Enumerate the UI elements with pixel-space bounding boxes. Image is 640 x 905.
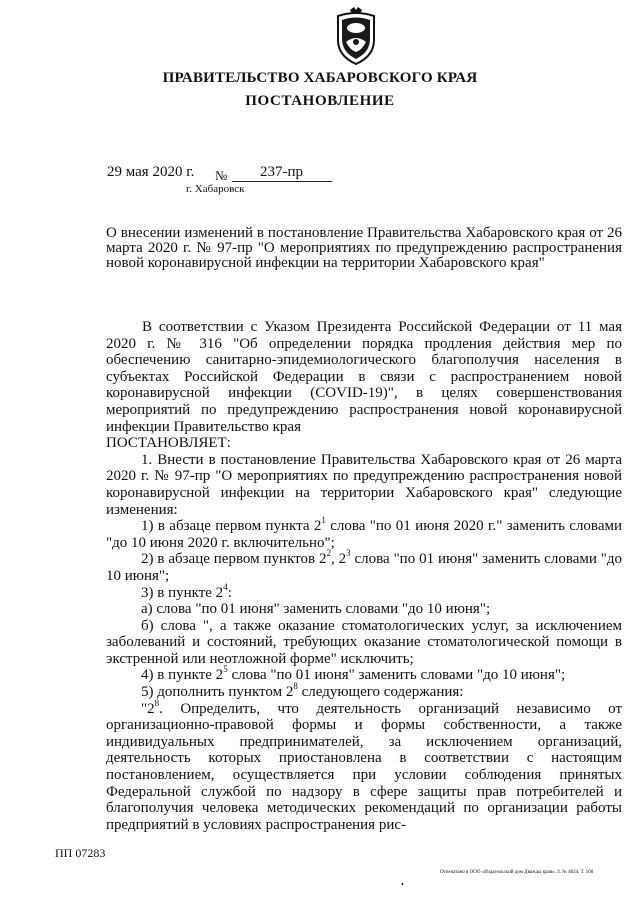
item-3b: б) слова ", а также оказание стоматологических услуг, за исключением заболеваний и состояний, требующих оказание стоматологической помощи в экстренной или неотложной форме" исключить; xyxy=(106,617,622,667)
number-underline xyxy=(232,181,332,182)
preamble-paragraph: В соответствии с Указом Президента Российской Федерации от 11 мая 2020 г. № 316 "Об определении порядка продления действия мер по обеспечению санитарно-эпидемиологического благополучия населения в субъектах Российской Федерации в связи с распространением новой коронавирусной инфекции (COVID-19)", в целях совершенствования мероприятий по предупреждению распространения новой коронавирусной инфекции Правительство края xyxy=(106,319,622,435)
number-label: № xyxy=(215,168,228,183)
document-type: ПОСТАНОВЛЕНИЕ xyxy=(245,93,395,109)
item-3: 3) в пункте $2^4$: xyxy=(141,581,232,601)
document-city: г. Хабаровск xyxy=(186,183,245,195)
document-date: 29 мая 2020 г. xyxy=(107,164,195,180)
document-number: 237-пр xyxy=(260,164,304,180)
page-mark: • xyxy=(401,880,404,889)
item-3a: а) слова "по 01 июня" заменить словами "до 10 июня"; xyxy=(141,601,491,618)
quoted-clause: "$2^8$. Определить, что деятельность организаций независимо от организационно-правовой формы и формы собственности, а также индивидуальных предпринимателей, за исключением организаций, деятельность которых приостановлена в соответствии с настоящим постановлением, осуществляется при условии соблюдения принятых Федеральной службой по надзору в сфере защиты прав потребителей и благополучия человека методических рекомендаций по организации работы предприятий в условиях распространения рис- xyxy=(106,697,622,833)
coat-of-arms-icon xyxy=(332,6,380,66)
government-title: ПРАВИТЕЛЬСТВО ХАБАРОВСКОГО КРАЯ xyxy=(162,70,478,86)
item-4: 4) в пункте $2^5$ слова "по 01 июня" заменить словами "до 10 июня"; xyxy=(141,664,566,684)
decree-heading: ПОСТАНОВЛЯЕТ: xyxy=(106,435,231,452)
printer-note: Отпечатано в ООО «Издательский дом Дважды края». З. № 4624. Т. 500 xyxy=(440,870,594,875)
clause-1: 1. Внести в постановление Правительства Хабаровского края от 26 марта 2020 г. № 97-пр "О мероприятиях по предупреждению распространения новой коронавирусной инфекции на территории Хабаровского края" следующие изменения: xyxy=(106,451,622,518)
document-body xyxy=(106,319,622,833)
document-code: ПП 07283 xyxy=(55,846,106,860)
document-subject: О внесении изменений в постановление Правительства Хабаровского края от 26 марта 2020 г. № 97-пр "О мероприятиях по предупреждению распространения новой коронавирусной инфекции на территории Хабаровского края" xyxy=(106,225,622,271)
item-1: 1) в абзаце первом пункта $2^1$ слова "по 01 июня 2020 г." заменить словами "до 10 июня 2020 г. включительно"; xyxy=(106,515,622,551)
item-2: 2) в абзаце первом пунктов $2^2$, $2^3$ слова "по 01 июня" заменить словами "до 10 июня"; xyxy=(106,548,623,584)
item-5: 5) дополнить пунктом $2^8$ следующего содержания: xyxy=(141,681,464,701)
